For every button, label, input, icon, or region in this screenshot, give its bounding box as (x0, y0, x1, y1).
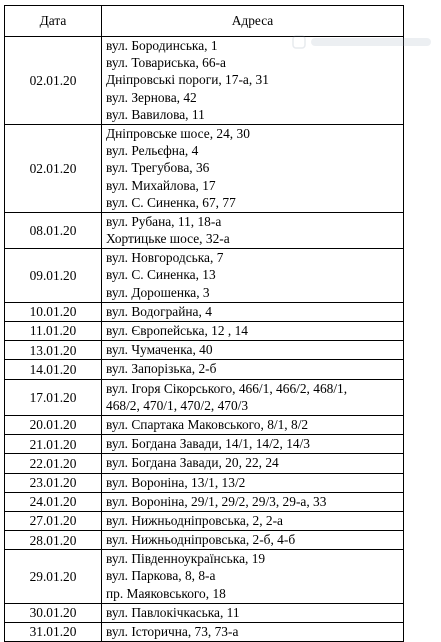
address-line: пр. Маяковського, 18 (106, 585, 226, 601)
address-line: вул. С. Синенка, 67, 77 (106, 194, 236, 210)
address-line: вул. Зернова, 42 (106, 89, 197, 105)
table-row (5, 531, 404, 550)
address-line: вул. Бородинська, 1 (106, 38, 218, 53)
address-line: вул. Дорошенка, 3 (106, 284, 210, 300)
watermark-logo (291, 34, 441, 50)
address-line: вул. Південноукраїнська, 19 (106, 551, 266, 567)
table-row (5, 212, 404, 248)
address-cell (102, 212, 404, 248)
address-line: вул. Рубана, 11, 18-а (106, 213, 222, 229)
table-row (5, 623, 404, 642)
date-cell: 22.01.20 (5, 454, 102, 473)
date-cell: 30.01.20 (5, 603, 102, 622)
document-page (4, 5, 403, 642)
address-line: вул. Рельєфна, 4 (106, 143, 199, 159)
header-date: Дата (5, 6, 102, 37)
address-line: вул. Павлокічкаська, 11 (106, 604, 240, 620)
table-row (5, 473, 404, 492)
address-cell (102, 249, 404, 303)
table-row (5, 360, 404, 379)
address-line: вул. Вороніна, 13/1, 13/2 (106, 474, 246, 490)
table-row (5, 379, 404, 415)
address-line: вул. Ігоря Сікорського, 466/1, 466/2, 468/1, (106, 380, 348, 396)
address-line: вул. Європейська, 12 , 14 (106, 323, 248, 338)
table-row (5, 435, 404, 454)
address-line: вул. Запорізька, 2-б (106, 361, 217, 377)
address-line: вул. Товариська, 66-а (106, 55, 226, 71)
date-cell: 27.01.20 (5, 511, 102, 530)
address-cell (102, 341, 404, 360)
date-cell: 14.01.20 (5, 360, 102, 379)
address-cell (102, 124, 404, 212)
date-cell: 17.01.20 (5, 379, 102, 415)
address-line: вул. Вороніна, 29/1, 29/2, 29/3, 29-а, 33 (106, 493, 327, 509)
date-cell: 02.01.20 (5, 37, 102, 125)
address-line: вул. Богдана Завади, 20, 22, 24 (106, 455, 279, 471)
address-cell (102, 492, 404, 511)
table-row (5, 249, 404, 303)
address-line: вул. Спартака Маковського, 8/1, 8/2 (106, 416, 309, 432)
table-row (5, 124, 404, 212)
table-row (5, 302, 404, 321)
address-cell (102, 603, 404, 622)
date-cell: 23.01.20 (5, 473, 102, 492)
date-cell: 29.01.20 (5, 550, 102, 604)
address-line: 468/2, 470/1, 470/2, 470/3 (106, 397, 249, 413)
table-row (5, 322, 404, 341)
address-cell (102, 454, 404, 473)
date-cell: 13.01.20 (5, 341, 102, 360)
address-line: вул. Чумаченка, 40 (106, 342, 213, 358)
address-line: вул. Трегубова, 36 (106, 160, 210, 176)
date-cell: 20.01.20 (5, 415, 102, 434)
date-cell: 28.01.20 (5, 531, 102, 550)
address-cell (102, 360, 404, 379)
date-cell: 21.01.20 (5, 435, 102, 454)
address-line: вул. Богдана Завади, 14/1, 14/2, 14/3 (106, 436, 310, 452)
address-line: вул. Нижньодніпровська, 2-б, 4-б (106, 532, 296, 548)
address-line: вул. Вавилова, 11 (106, 106, 205, 122)
date-cell: 02.01.20 (5, 124, 102, 212)
address-line: Хортицьке шосе, 32-а (106, 231, 230, 247)
table-row (5, 415, 404, 434)
table-row (5, 454, 404, 473)
address-line: вул. Новгородська, 7 (106, 250, 224, 266)
address-line: вул. Михайлова, 17 (106, 177, 216, 193)
address-line: Дніпровське шосе, 24, 30 (106, 125, 250, 141)
date-cell: 31.01.20 (5, 623, 102, 642)
address-cell (102, 550, 404, 604)
address-cell (102, 322, 404, 341)
date-cell: 11.01.20 (5, 322, 102, 341)
address-line: вул. С. Синенка, 13 (106, 267, 216, 283)
address-cell (102, 435, 404, 454)
table-row (5, 492, 404, 511)
table-row (5, 511, 404, 530)
address-cell (102, 531, 404, 550)
table-row (5, 550, 404, 604)
header-address: Адреса (102, 6, 404, 37)
date-cell: 09.01.20 (5, 249, 102, 303)
address-line: вул. Водограйна, 4 (106, 303, 212, 319)
address-cell (102, 511, 404, 530)
schedule-table (4, 5, 404, 642)
date-cell: 08.01.20 (5, 212, 102, 248)
address-line: Дніпровські пороги, 17-а, 31 (106, 72, 269, 88)
date-cell: 24.01.20 (5, 492, 102, 511)
address-line: вул. Паркова, 8, 8-а (106, 568, 216, 584)
address-line: вул. Історична, 73, 73-а (106, 624, 239, 639)
date-cell: 10.01.20 (5, 302, 102, 321)
address-line: вул. Нижньодніпровська, 2, 2-а (106, 512, 283, 528)
address-cell (102, 623, 404, 642)
table-row (5, 603, 404, 622)
address-cell (102, 415, 404, 434)
address-cell (102, 302, 404, 321)
address-cell (102, 473, 404, 492)
table-row (5, 341, 404, 360)
address-cell (102, 379, 404, 415)
table-header-row (5, 6, 404, 37)
table-body (5, 37, 404, 642)
